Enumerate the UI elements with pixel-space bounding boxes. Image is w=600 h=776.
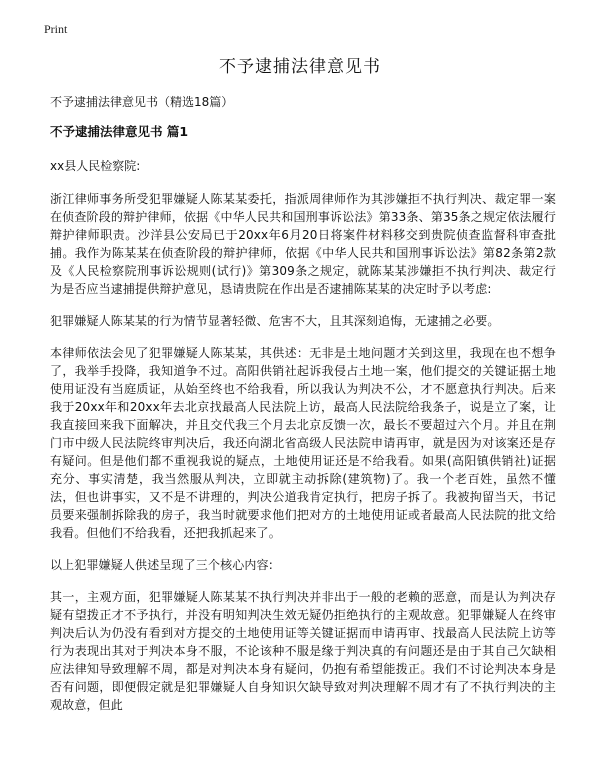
page-title: 不予逮捕法律意见书 xyxy=(219,57,381,77)
paragraph-statement: 本律师依法会见了犯罪嫌疑人陈某某，其供述：无非是土地问题才关到这里，我现在也不想争了，我举手投降，我知道争不过。高阳供销社起诉我侵占土地一案，他们提交的关键证据土地使用证没有当庭质证，从始至终也不给我看，所以我认为判决不公，才不愿意执行判决。后来我于20xx年和20xx年去北京找最高人民法院上访，最高人民法院给我条子，说是立了案，让我直接回来我下面解决，并且交代我三个月去北京反馈一次，最长不要超过六个月。并且在荆门市中级人民法院终审判决后，我还向湖北省高级人民法院申请再审，就是因为对该案还是存有疑问。但是他们都不重视我说的疑点，土地使用证还是不给我看。如果(高阳镇供销社)证据充分、事实清楚，我当然服从判决，立即就主动拆除(建筑物)了。我一个老百姓，虽然不懂法，但也讲事实，又不是不讲理的，判决公道我肯定执行，把房子拆了。我被拘留当天，书记员要来强制拆除我的房子，我当时就要求他们把对方的土地使用证或者最高人民法院的批文给我看。但他们不给我看，还把我抓起来了。 xyxy=(50,346,556,540)
paragraph-point-one: 其一，主观方面，犯罪嫌疑人陈某某不执行判决并非出于一般的老赖的恶意，而是认为判决存疑有望拨正才不予执行，并没有明知判决生效无疑仍拒绝执行的主观故意。犯罪嫌疑人在终审判决后认为仍没有看到对方提交的土地使用证等关键证据而申请再审、找最高人民法院上访等行为表现出其对于判决本身不服，不论该种不服是缘于判决真的有问题还是由于其自己欠缺相应法律知导致理解不周，都是对判决本身有疑问，仍抱有希望能拨正。我们不讨论判决本身是否有问题，即便假定就是犯罪嫌疑人自身知识欠缺导致对判决理解不周才有了不执行判决的主观故意，但此 xyxy=(50,590,556,712)
paragraph-thesis: 犯罪嫌疑人陈某某的行为情节显著轻微、危害不大，且其深刻追悔，无逮捕之必要。 xyxy=(50,314,500,328)
paragraph-summary: 以上犯罪嫌疑人供述呈现了三个核心内容: xyxy=(50,558,273,572)
section-heading: 不予逮捕法律意见书 篇1 xyxy=(50,124,189,139)
paragraph-intro: 浙江律师事务所受犯罪嫌疑人陈某某委托，指派周律师作为其涉嫌拒不执行判决、裁定罪一案在侦查阶段的辩护律师，依据《中华人民共和国刑事诉讼法》第33条、第35条之规定依法履行辩护律师职责。沙洋县公安局已于20xx年6月20日将案件材料移交到贵院侦查监督科审查批捕。我作为陈某某在侦查阶段的辩护律师，依据《中华人民共和国刑事诉讼法》第82条第2款及《人民检察院刑事诉讼规则(试行)》第309条之规定，就陈某某涉嫌拒不执行判决、裁定行为是否应当逮捕提供辩护意见，恳请贵院在作出是否逮捕陈某某的决定时予以考虑: xyxy=(50,192,556,296)
addressee: xx县人民检察院: xyxy=(50,159,141,173)
document-body xyxy=(50,94,556,728)
document-subtitle: 不予逮捕法律意见书（精选18篇） xyxy=(50,95,234,109)
print-link[interactable]: Print xyxy=(44,22,68,36)
